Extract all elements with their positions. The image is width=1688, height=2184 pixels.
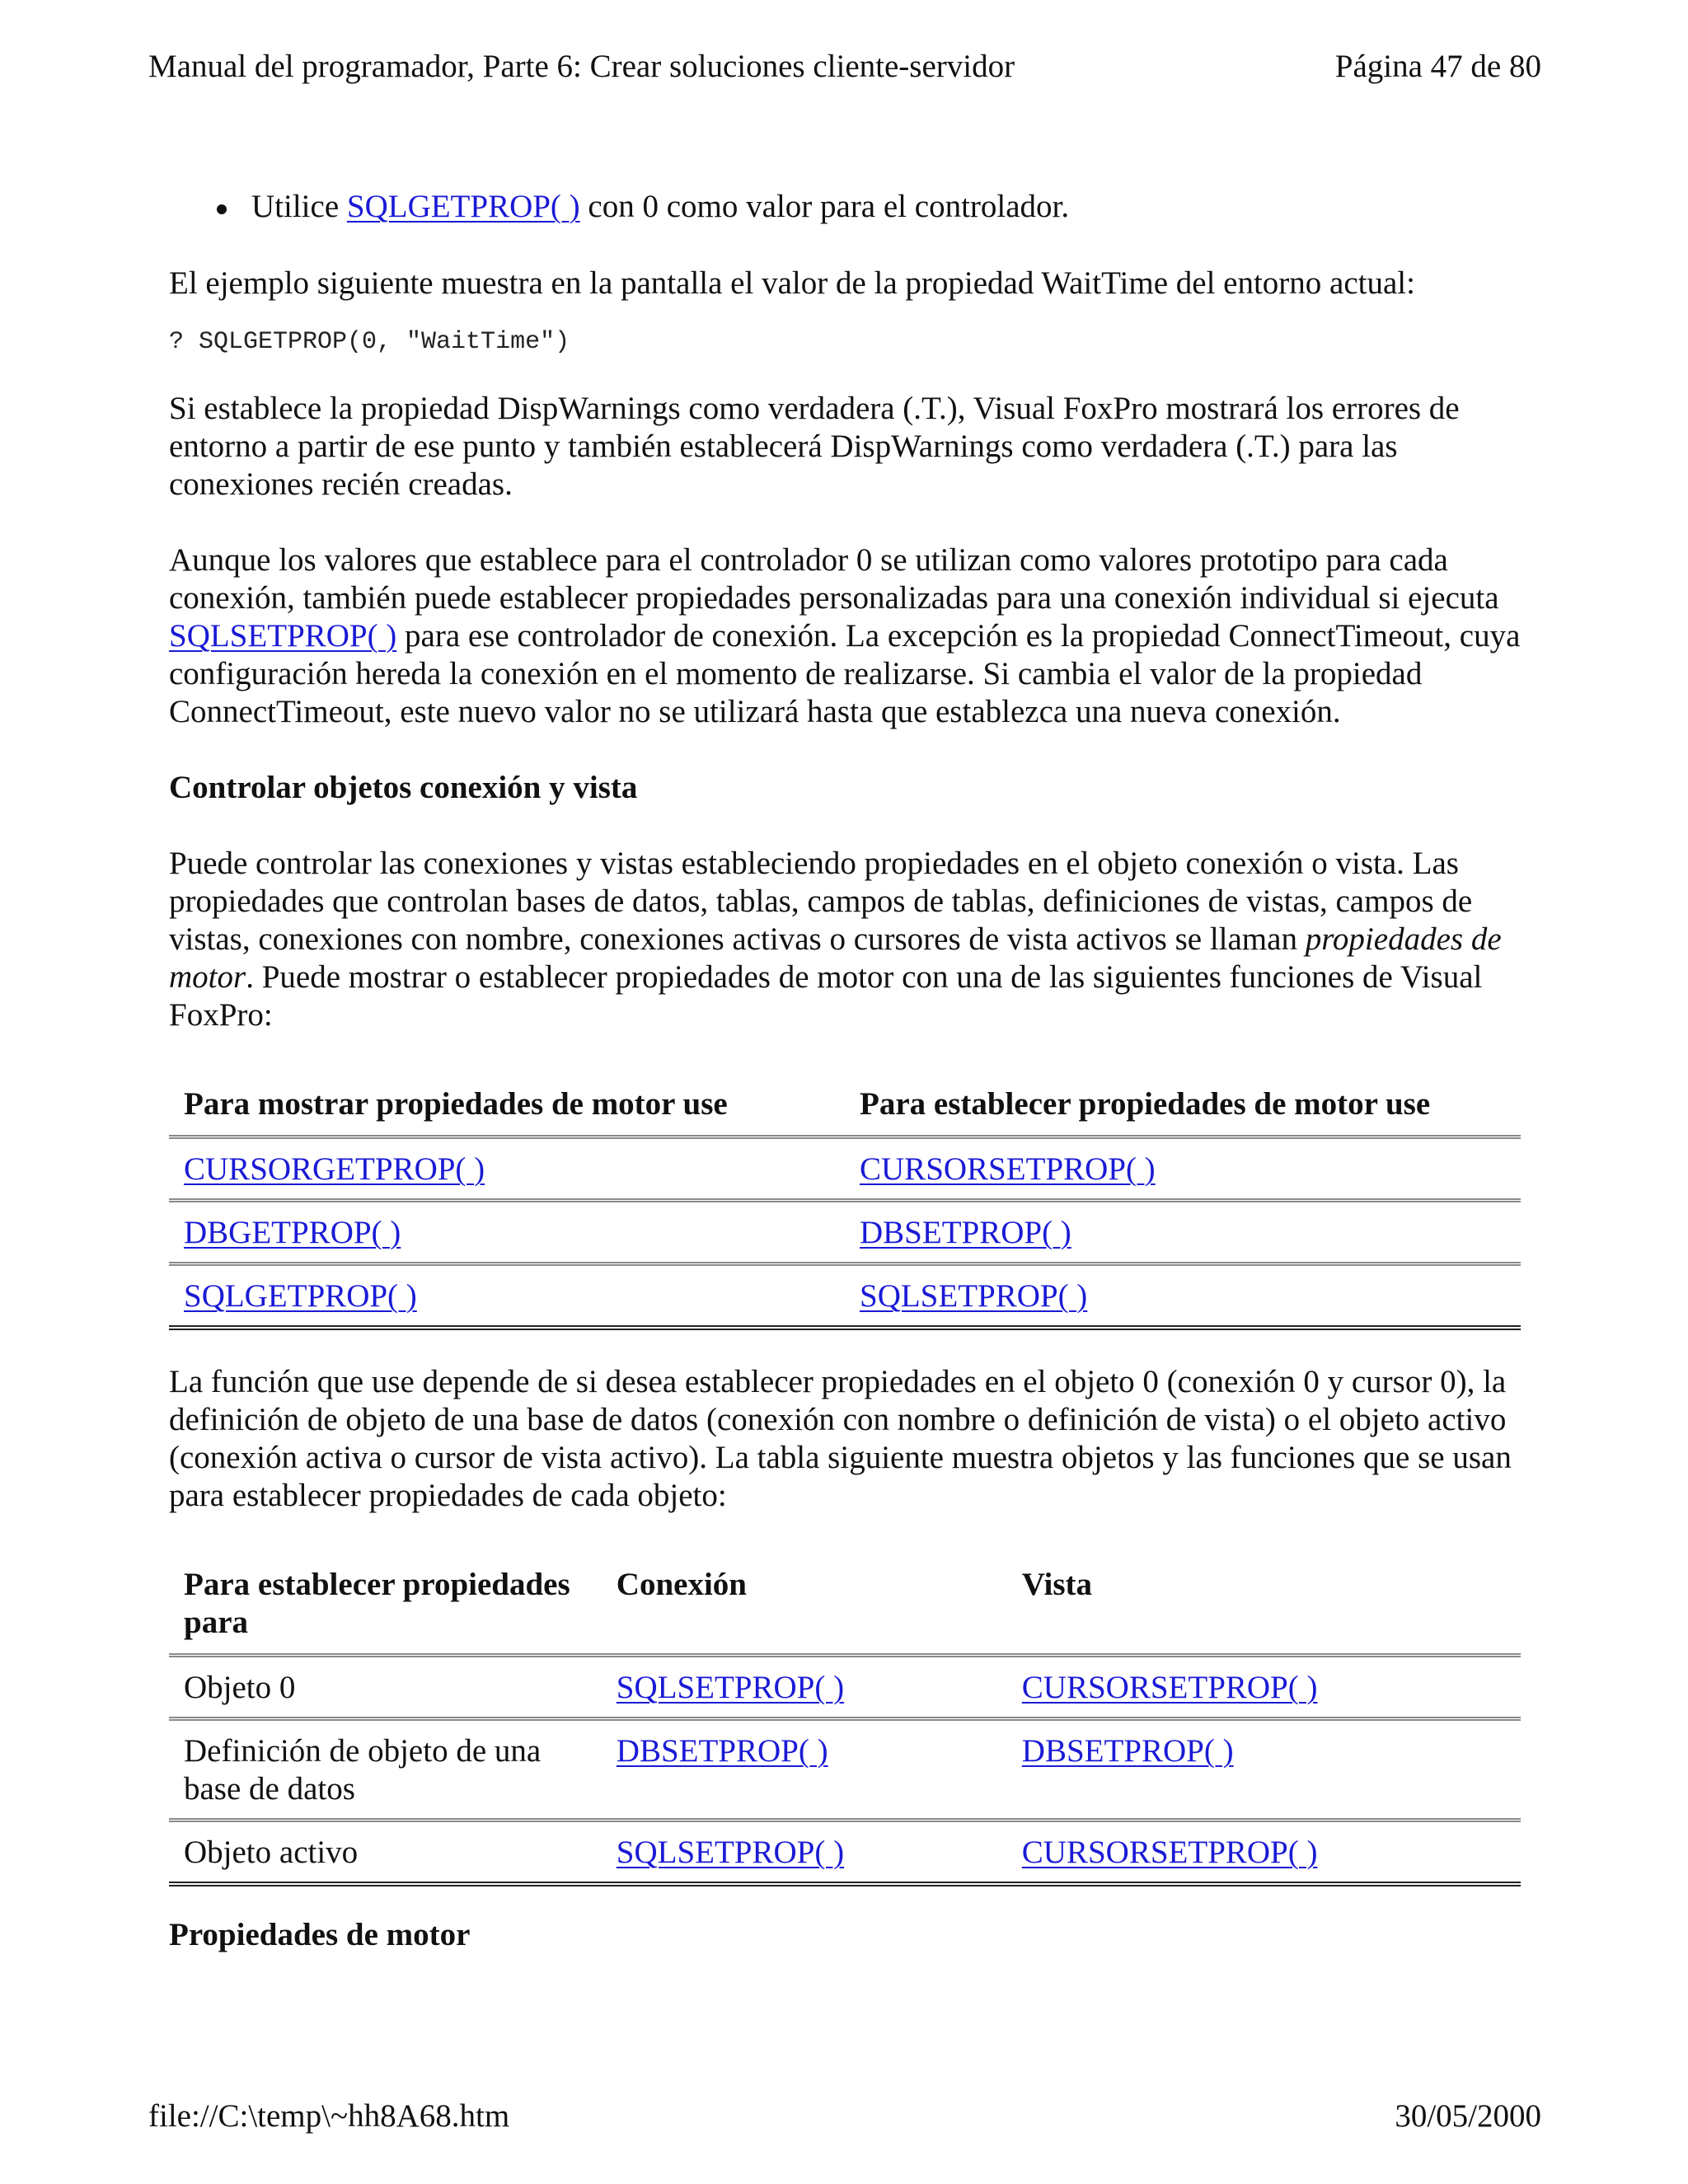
table-header-cell: Para establecer propiedades de motor use xyxy=(860,1086,1431,1122)
dbgetprop-link[interactable]: DBGETPROP( ) xyxy=(184,1215,401,1250)
paragraph-prototype-values xyxy=(169,541,1521,731)
paragraph-example-intro: El ejemplo siguiente muestra en la pantalla el valor de la propiedad WaitTime del entorno actual: xyxy=(169,265,1415,301)
sqlgetprop-link[interactable]: SQLGETPROP( ) xyxy=(346,189,580,224)
section-heading-propiedades: Propiedades de motor xyxy=(169,1917,471,1952)
table-cell xyxy=(845,1201,1521,1264)
paragraph-text: para ese controlador de conexión. La excepción es la propiedad ConnectTimeout, cuya configuración hereda la conexión en el momento de realizarse. Si cambia el valor de la propiedad ConnectTimeout, este nuevo valor no se utilizará hasta que establezca una nueva conexión. xyxy=(169,618,1521,729)
table-cell xyxy=(602,1656,1007,1719)
table-cell xyxy=(169,1137,845,1201)
table-header-cell: Para establecer propiedades para xyxy=(184,1567,570,1640)
table-row xyxy=(169,1719,1521,1821)
table-cell: Objeto activo xyxy=(169,1821,602,1885)
table-row xyxy=(169,1821,1521,1885)
cursorsetprop-link[interactable]: CURSORSETPROP( ) xyxy=(860,1151,1156,1187)
paragraph-function-choice: La función que use depende de si desea establecer propiedades en el objeto 0 (conexión 0 y cursor 0), la definición de objeto de una base de datos (conexión con nombre o definición de vista) o el objeto activo (conexión activa o cursor de vista activo). La tabla siguiente muestra objetos y las funciones que se usan para establecer propiedades de cada objeto: xyxy=(169,1364,1512,1513)
table-row xyxy=(169,1137,1521,1201)
table-header-cell: Conexión xyxy=(616,1567,747,1602)
table-cell xyxy=(169,1201,845,1264)
table-cell xyxy=(602,1821,1007,1885)
paragraph-text: Aunque los valores que establece para el controlador 0 se utilizan como valores prototipo para cada conexión, también puede establecer propiedades personalizadas para una conexión individual si ejecuta xyxy=(169,542,1499,616)
page-footer-date: 30/05/2000 xyxy=(1395,2098,1541,2134)
sqlsetprop-link[interactable]: SQLSETPROP( ) xyxy=(860,1278,1088,1314)
cursorsetprop-link[interactable]: CURSORSETPROP( ) xyxy=(1021,1835,1318,1870)
sqlsetprop-link[interactable]: SQLSETPROP( ) xyxy=(616,1670,845,1705)
sqlgetprop-link[interactable]: SQLGETPROP( ) xyxy=(184,1278,417,1314)
table-row xyxy=(169,1201,1521,1264)
dbsetprop-link[interactable]: DBSETPROP( ) xyxy=(616,1733,828,1769)
bullet-dot-icon xyxy=(217,204,227,214)
document-body xyxy=(169,188,1521,1954)
code-sample: ? SQLGETPROP(0, "WaitTime") xyxy=(169,328,570,356)
engine-functions-table xyxy=(169,1067,1521,1330)
page-header-title: Manual del programador, Parte 6: Crear soluciones cliente-servidor xyxy=(148,49,1015,84)
table-cell xyxy=(845,1137,1521,1201)
table-cell xyxy=(1007,1719,1521,1821)
sqlsetprop-link[interactable]: SQLSETPROP( ) xyxy=(616,1835,845,1870)
section-heading-controlar: Controlar objetos conexión y vista xyxy=(169,770,638,805)
table-header-row xyxy=(169,1548,1521,1656)
dbsetprop-link[interactable]: DBSETPROP( ) xyxy=(1021,1733,1234,1769)
bullet-text-post: con 0 como valor para el controlador. xyxy=(579,189,1070,224)
paragraph-engine-properties xyxy=(169,845,1521,1034)
table-row xyxy=(169,1264,1521,1329)
object-functions-table xyxy=(169,1548,1521,1886)
sqlsetprop-link[interactable]: SQLSETPROP( ) xyxy=(169,618,397,654)
table-cell xyxy=(845,1264,1521,1329)
dbsetprop-link[interactable]: DBSETPROP( ) xyxy=(860,1215,1071,1250)
paragraph-emphasis: propiedades de motor xyxy=(169,921,1502,995)
table-cell: Definición de objeto de una base de datos xyxy=(169,1719,602,1821)
bullet-item xyxy=(169,188,1521,226)
table-cell xyxy=(1007,1656,1521,1719)
bullet-text-pre: Utilice xyxy=(251,189,347,224)
table-cell: Objeto 0 xyxy=(169,1656,602,1719)
table-header-row xyxy=(169,1067,1521,1137)
paragraph-text: Puede controlar las conexiones y vistas estableciendo propiedades en el objeto conexión o vista. Las propiedades que controlan bases de datos, tablas, campos de tablas, definiciones de vistas, campos de vistas, conexiones con nombre, conexiones activas o cursores de vista activos se llaman xyxy=(169,846,1473,957)
cursorsetprop-link[interactable]: CURSORSETPROP( ) xyxy=(1021,1670,1318,1705)
table-cell xyxy=(169,1264,845,1329)
cursorgetprop-link[interactable]: CURSORGETPROP( ) xyxy=(184,1151,485,1187)
table-header-cell: Para mostrar propiedades de motor use xyxy=(184,1086,728,1122)
table-cell xyxy=(1007,1821,1521,1885)
page-footer-path: file://C:\temp\~hh8A68.htm xyxy=(148,2098,510,2134)
table-header-cell: Vista xyxy=(1021,1567,1093,1602)
table-row xyxy=(169,1656,1521,1719)
page-number: Página 47 de 80 xyxy=(1334,49,1541,84)
table-cell xyxy=(602,1719,1007,1821)
paragraph-dispwarnings: Si establece la propiedad DispWarnings como verdadera (.T.), Visual FoxPro mostrará los errores de entorno a partir de ese punto y también establecerá DispWarnings como verdadera (.T.) para las conexiones recién creadas. xyxy=(169,391,1460,502)
paragraph-text: . Puede mostrar o establecer propiedades de motor con una de las siguientes funciones de Visual FoxPro: xyxy=(169,959,1483,1033)
